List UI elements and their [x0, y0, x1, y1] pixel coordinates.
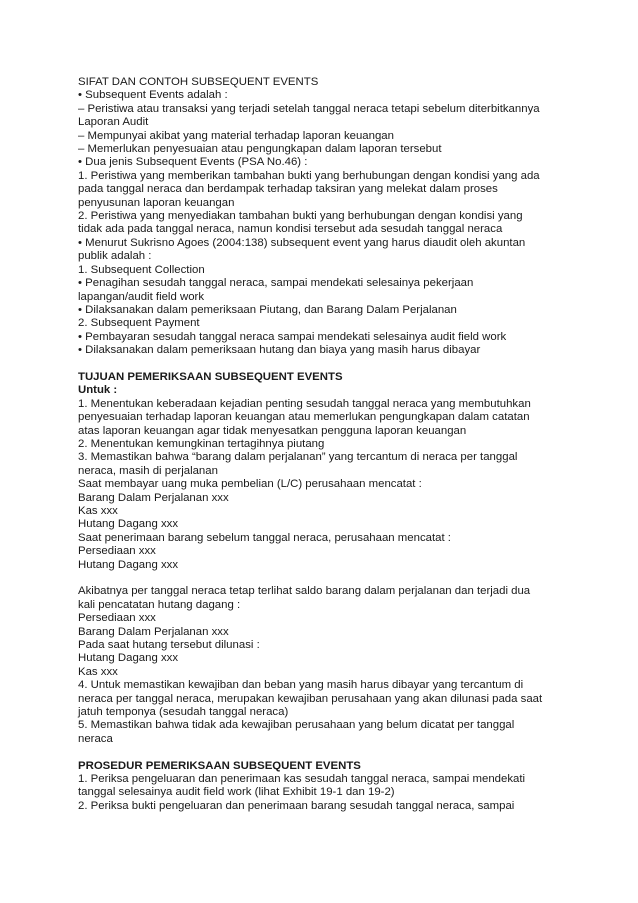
section-body-part-b	[78, 585, 558, 746]
text-line: • Menurut Sukrisno Agoes (2004:138) subsequent event yang harus diaudit oleh akuntan	[78, 236, 526, 249]
section-heading: PROSEDUR PEMERIKSAAN SUBSEQUENT EVENTS	[78, 759, 361, 772]
text-line: 2. Menentukan kemungkinan tertagihnya piutang	[78, 437, 325, 450]
text-line: Pada saat hutang tersebut dilunasi :	[78, 639, 260, 652]
text-line: • Subsequent Events adalah :	[78, 89, 228, 102]
text-line: atas laporan keuangan agar tidak menyesatkan pengguna laporan keuangan	[78, 424, 467, 437]
text-line: Barang Dalam Perjalanan xxx	[78, 491, 229, 504]
text-line: 2. Peristiwa yang menyediakan tambahan bukti yang berhubungan dengan kondisi yang	[78, 210, 523, 223]
text-line: jatuh temponya (sesudah tanggal neraca)	[78, 706, 289, 719]
text-line: publik adalah :	[78, 250, 152, 263]
text-line: Persediaan xxx	[78, 545, 156, 558]
text-line: Akibatnya per tanggal neraca tetap terlihat saldo barang dalam perjalanan dan terjadi dua	[78, 585, 531, 598]
text-line: 1. Menentukan keberadaan kejadian penting sesudah tanggal neraca yang membutuhkan	[78, 397, 531, 410]
text-line: Persediaan xxx	[78, 612, 156, 625]
text-line: neraca, masih di perjalanan	[78, 464, 218, 477]
text-line: 2. Subsequent Payment	[78, 317, 200, 330]
text-line: • Dua jenis Subsequent Events (PSA No.46) :	[78, 156, 308, 169]
text-line: 1. Subsequent Collection	[78, 263, 205, 276]
text-line: lapangan/audit field work	[78, 290, 205, 303]
text-line: 4. Untuk memastikan kewajiban dan beban yang masih harus dibayar yang tercantum di	[78, 679, 524, 692]
text-line: 1. Periksa pengeluaran dan penerimaan kas sesudah tanggal neraca, sampai mendekati	[78, 773, 526, 786]
text-line: • Dilaksanakan dalam pemeriksaan Piutang, dan Barang Dalam Perjalanan	[78, 303, 457, 316]
section-body	[78, 89, 558, 357]
text-line: 5. Memastikan bahwa tidak ada kewajiban perusahaan yang belum dicatat per tanggal	[78, 719, 515, 732]
text-line: Hutang Dagang xxx	[78, 518, 179, 531]
text-line: Saat membayar uang muka pembelian (L/C) perusahaan mencatat :	[78, 478, 422, 491]
text-line: Laporan Audit	[78, 116, 149, 129]
text-line: – Mempunyai akibat yang material terhadap laporan keuangan	[78, 129, 394, 142]
section-prosedur	[78, 760, 558, 814]
document-page	[78, 76, 558, 813]
section-body-part-a	[78, 398, 558, 572]
text-line: – Memerlukan penyesuaian atau pengungkapan dalam laporan tersebut	[78, 143, 442, 156]
text-line: kali pencatatan hutang dagang :	[78, 598, 241, 611]
text-line: pada tanggal neraca dan berdampak terhadap taksiran yang melekat dalam proses	[78, 183, 498, 196]
text-line: 2. Periksa bukti pengeluaran dan penerimaan barang sesudah tanggal neraca, sampai	[78, 799, 515, 812]
text-line: Saat penerimaan barang sebelum tanggal neraca, perusahaan mencatat :	[78, 531, 451, 544]
text-line: penyusunan laporan keuangan	[78, 196, 235, 209]
section-tujuan	[78, 371, 558, 746]
text-line: 3. Memastikan bahwa “barang dalam perjalanan” yang tercantum di neraca per tanggal	[78, 451, 518, 464]
section-sifat-dan-contoh	[78, 76, 558, 358]
section-heading: TUJUAN PEMERIKSAAN SUBSEQUENT EVENTS	[78, 370, 343, 383]
text-line: • Dilaksanakan dalam pemeriksaan hutang dan biaya yang masih harus dibayar	[78, 344, 481, 357]
section-body	[78, 773, 558, 813]
text-line: Kas xxx	[78, 665, 118, 678]
section-subheading: Untuk :	[78, 384, 118, 397]
text-line: 1. Peristiwa yang memberikan tambahan bukti yang berhubungan dengan kondisi yang ada	[78, 169, 540, 182]
text-line: penyesuaian terhadap laporan keuangan atau memerlukan pengungkapan dalam catatan	[78, 411, 530, 424]
paragraph-gap	[78, 572, 558, 585]
text-line: • Penagihan sesudah tanggal neraca, sampai mendekati selesainya pekerjaan	[78, 277, 474, 290]
text-line: tanggal selesainya audit field work (lihat Exhibit 19-1 dan 19-2)	[78, 786, 395, 799]
text-line: Kas xxx	[78, 504, 118, 517]
text-line: Barang Dalam Perjalanan xxx	[78, 625, 229, 638]
text-line: tidak ada pada tanggal neraca, namun kondisi tersebut ada sesudah tanggal neraca	[78, 223, 503, 236]
text-line: neraca per tanggal neraca, merupakan kewajiban perusahaan yang akan dilunasi pada saat	[78, 692, 543, 705]
text-line: – Peristiwa atau transaksi yang terjadi setelah tanggal neraca tetapi sebelum diterbitkannya	[78, 102, 540, 115]
text-line: neraca	[78, 732, 113, 745]
text-line: Hutang Dagang xxx	[78, 652, 179, 665]
section-title: SIFAT DAN CONTOH SUBSEQUENT EVENTS	[78, 76, 319, 88]
text-line: • Pembayaran sesudah tanggal neraca sampai mendekati selesainya audit field work	[78, 330, 507, 343]
text-line: Hutang Dagang xxx	[78, 558, 179, 571]
